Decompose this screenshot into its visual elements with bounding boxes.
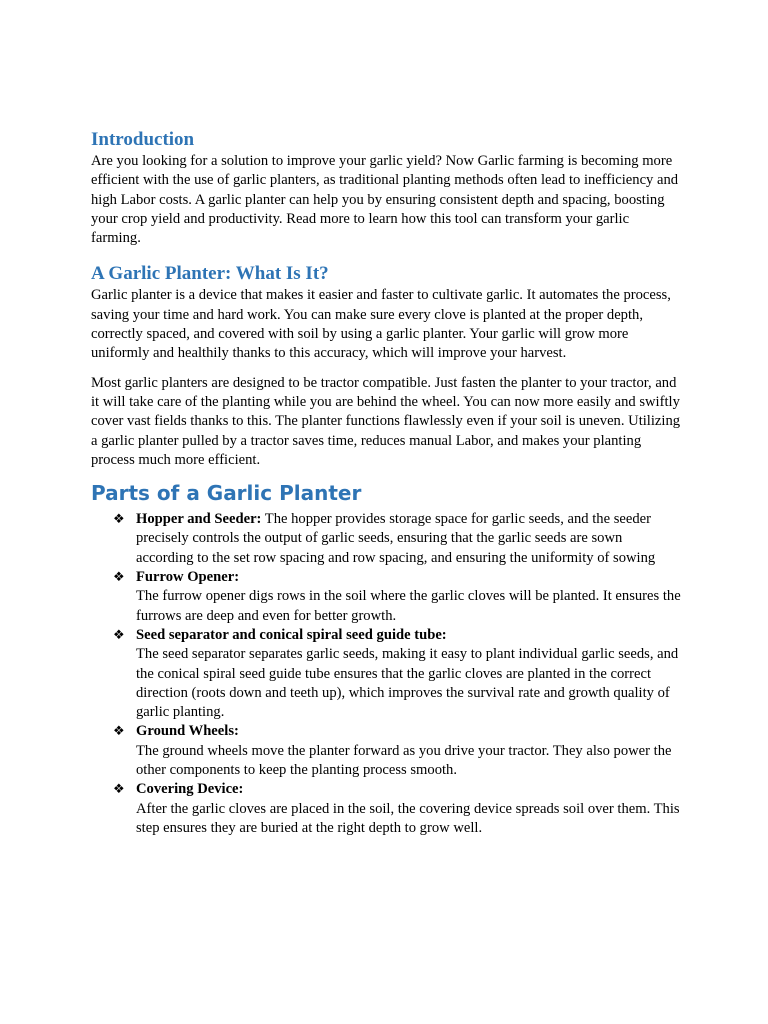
part-description: The hopper provides storage space for garlic seeds, and the seeder precisely controls the output of garlic seeds, ensuring that the garlic seeds are sown according to the set row spacing and row spacing, and ensuring the uniformity of sowing <box>136 511 656 566</box>
diamond-bullet-icon: ❖ <box>113 570 125 586</box>
part-description: After the garlic cloves are placed in the soil, the covering device spreads soil over them. This step ensures they are buried at the right depth to grow well. <box>136 800 680 836</box>
diamond-bullet-icon: ❖ <box>113 627 125 643</box>
parts-list <box>91 510 681 838</box>
what-is-paragraph-1: Garlic planter is a device that makes it easier and faster to cultivate garlic. It automates the process, saving your time and hard work. You can make sure every clove is planted at the proper depth, correctly spaced, and covered with soil by using a garlic planter. Your garlic will grow more uniformly and healthily thanks to this accuracy, which will improve your harvest. <box>91 287 671 362</box>
part-description: The ground wheels move the planter forward as you drive your tractor. They also power the other components to keep the planting process smooth. <box>136 742 672 779</box>
part-term: Ground Wheels: <box>136 723 239 740</box>
introduction-paragraph: Are you looking for a solution to improve your garlic yield? Now Garlic farming is becoming more efficient with the use of garlic planters, as traditional planting methods often lead to inefficiency and high Labor costs. A garlic planter can help you by ensuring consistent depth and spacing, boosting your crop yield and productivity. Read more to learn how this tool can transform your garlic farming. <box>91 153 679 247</box>
part-term: Hopper and Seeder: <box>136 511 262 528</box>
what-is-paragraph-2: Most garlic planters are designed to be tractor compatible. Just fasten the planter to your tractor, and it will take care of the planting while you are behind the wheel. You can now more easily and swiftly cover vast fields thanks to this. The planter functions flawlessly even if your soil is uneven. Utilizing a garlic planter pulled by a tractor saves time, reduces manual Labor, and makes your planting process much more efficient. <box>91 374 681 468</box>
document-page <box>91 128 681 838</box>
list-item <box>91 510 681 568</box>
diamond-bullet-icon: ❖ <box>113 724 125 740</box>
list-item <box>91 722 681 780</box>
list-item <box>91 780 681 838</box>
list-item <box>91 626 681 722</box>
list-item <box>91 568 681 626</box>
part-description: The seed separator separates garlic seeds, making it easy to plant individual garlic seeds, and the conical spiral seed guide tube ensures that the garlic cloves are planted in the correct direction (roots down and teeth up), which improves the survival rate and growth quality of garlic planting. <box>136 646 679 721</box>
part-term: Seed separator and conical spiral seed guide tube: <box>136 626 447 643</box>
diamond-bullet-icon: ❖ <box>113 782 125 798</box>
parts-heading: Parts of a Garlic Planter <box>91 481 362 506</box>
part-term: Furrow Opener: <box>136 569 240 586</box>
what-is-heading: A Garlic Planter: What Is It? <box>91 263 329 285</box>
introduction-heading: Introduction <box>91 129 195 150</box>
diamond-bullet-icon: ❖ <box>113 512 125 528</box>
part-term: Covering Device: <box>136 781 244 798</box>
part-description: The furrow opener digs rows in the soil where the garlic cloves will be planted. It ensures the furrows are deep and even for better growth. <box>136 588 681 624</box>
